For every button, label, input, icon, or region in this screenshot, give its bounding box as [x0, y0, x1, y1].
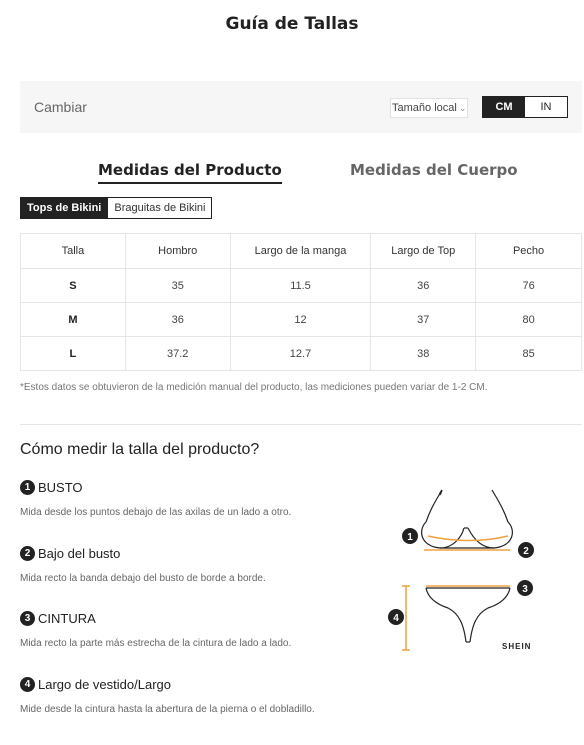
marker-4-icon — [388, 609, 404, 625]
step-description: Mida recto la parte más estrecha de la cintura de lado a lado. — [20, 638, 292, 649]
table-header: Talla — [21, 234, 126, 269]
svg-text:4: 4 — [393, 613, 399, 624]
svg-text:3: 3 — [522, 584, 528, 595]
brand-logo: SHEIN — [502, 642, 532, 651]
step-title: Bajo del busto — [38, 546, 121, 561]
step-number-badge: 4 — [20, 677, 35, 692]
svg-text:1: 1 — [407, 532, 413, 543]
section-divider — [20, 424, 582, 425]
step-number-badge: 1 — [20, 480, 35, 495]
unit-in-button[interactable]: IN — [540, 101, 552, 113]
step-length — [20, 677, 320, 716]
bikini-top-drawing — [422, 490, 513, 548]
table-cell-size: S — [21, 269, 126, 303]
tab-product-measurements[interactable]: Medidas del Producto — [98, 161, 282, 184]
step-description: Mida desde los puntos debajo de las axilas de un lado a otro. — [20, 507, 292, 518]
step-waist — [20, 611, 320, 650]
unit-bar — [20, 81, 582, 133]
table-cell: 35 — [125, 269, 230, 303]
table-cell-size: M — [21, 303, 126, 337]
table-header-row — [21, 234, 582, 269]
bikini-bottom-drawing — [426, 588, 510, 642]
table-cell-size: L — [21, 337, 126, 371]
subtab-bikini-tops[interactable]: Tops de Bikini — [20, 197, 108, 219]
measurement-tabs — [0, 161, 584, 185]
marker-3-icon — [517, 580, 533, 596]
measurement-note: *Estos datos se obtuvieron de la medición manual del producto, las mediciones pueden variar de 1-2 CM. — [20, 382, 488, 393]
table-header: Pecho — [476, 234, 582, 269]
change-label: Cambiar — [34, 99, 87, 115]
table-cell: 85 — [476, 337, 582, 371]
how-to-measure-title: Cómo medir la talla del producto? — [20, 441, 260, 458]
svg-text:2: 2 — [523, 546, 529, 557]
step-bust — [20, 480, 320, 519]
step-underbust — [20, 546, 320, 585]
local-size-select-label: Tamaño local — [392, 102, 457, 114]
table-cell: 36 — [125, 303, 230, 337]
table-cell: 12.7 — [230, 337, 371, 371]
table-row — [21, 303, 582, 337]
bust-measure-line — [428, 536, 508, 541]
table-cell: 36 — [371, 269, 476, 303]
table-cell: 12 — [230, 303, 371, 337]
table-row — [21, 337, 582, 371]
step-description: Mida recto la banda debajo del busto de borde a borde. — [20, 573, 266, 584]
table-header: Largo de Top — [371, 234, 476, 269]
table-cell: 76 — [476, 269, 582, 303]
table-cell: 37.2 — [125, 337, 230, 371]
step-title: BUSTO — [38, 480, 83, 495]
table-cell: 37 — [371, 303, 476, 337]
step-number-badge: 3 — [20, 611, 35, 626]
bikini-measurement-illustration — [384, 486, 544, 658]
local-size-select[interactable] — [390, 98, 468, 118]
size-table — [20, 233, 582, 371]
table-header: Largo de la manga — [230, 234, 371, 269]
unit-cm-button[interactable]: CM — [483, 97, 525, 117]
step-description: Mide desde la cintura hasta la abertura de la pierna o el dobladillo. — [20, 704, 315, 715]
product-subtabs — [20, 197, 212, 219]
table-header: Hombro — [125, 234, 230, 269]
table-cell: 11.5 — [230, 269, 371, 303]
marker-1-icon — [402, 528, 418, 544]
tab-body-measurements[interactable]: Medidas del Cuerpo — [350, 161, 518, 179]
step-number-badge: 2 — [20, 546, 35, 561]
unit-toggle — [482, 96, 568, 118]
table-cell: 38 — [371, 337, 476, 371]
chevron-down-icon: ⌄ — [458, 103, 467, 113]
page-title: Guía de Tallas — [225, 14, 359, 34]
step-title: CINTURA — [38, 611, 96, 626]
step-title: Largo de vestido/Largo — [38, 677, 171, 692]
table-cell: 80 — [476, 303, 582, 337]
table-row — [21, 269, 582, 303]
marker-2-icon — [518, 542, 534, 558]
subtab-bikini-bottoms[interactable]: Braguitas de Bikini — [108, 197, 212, 219]
